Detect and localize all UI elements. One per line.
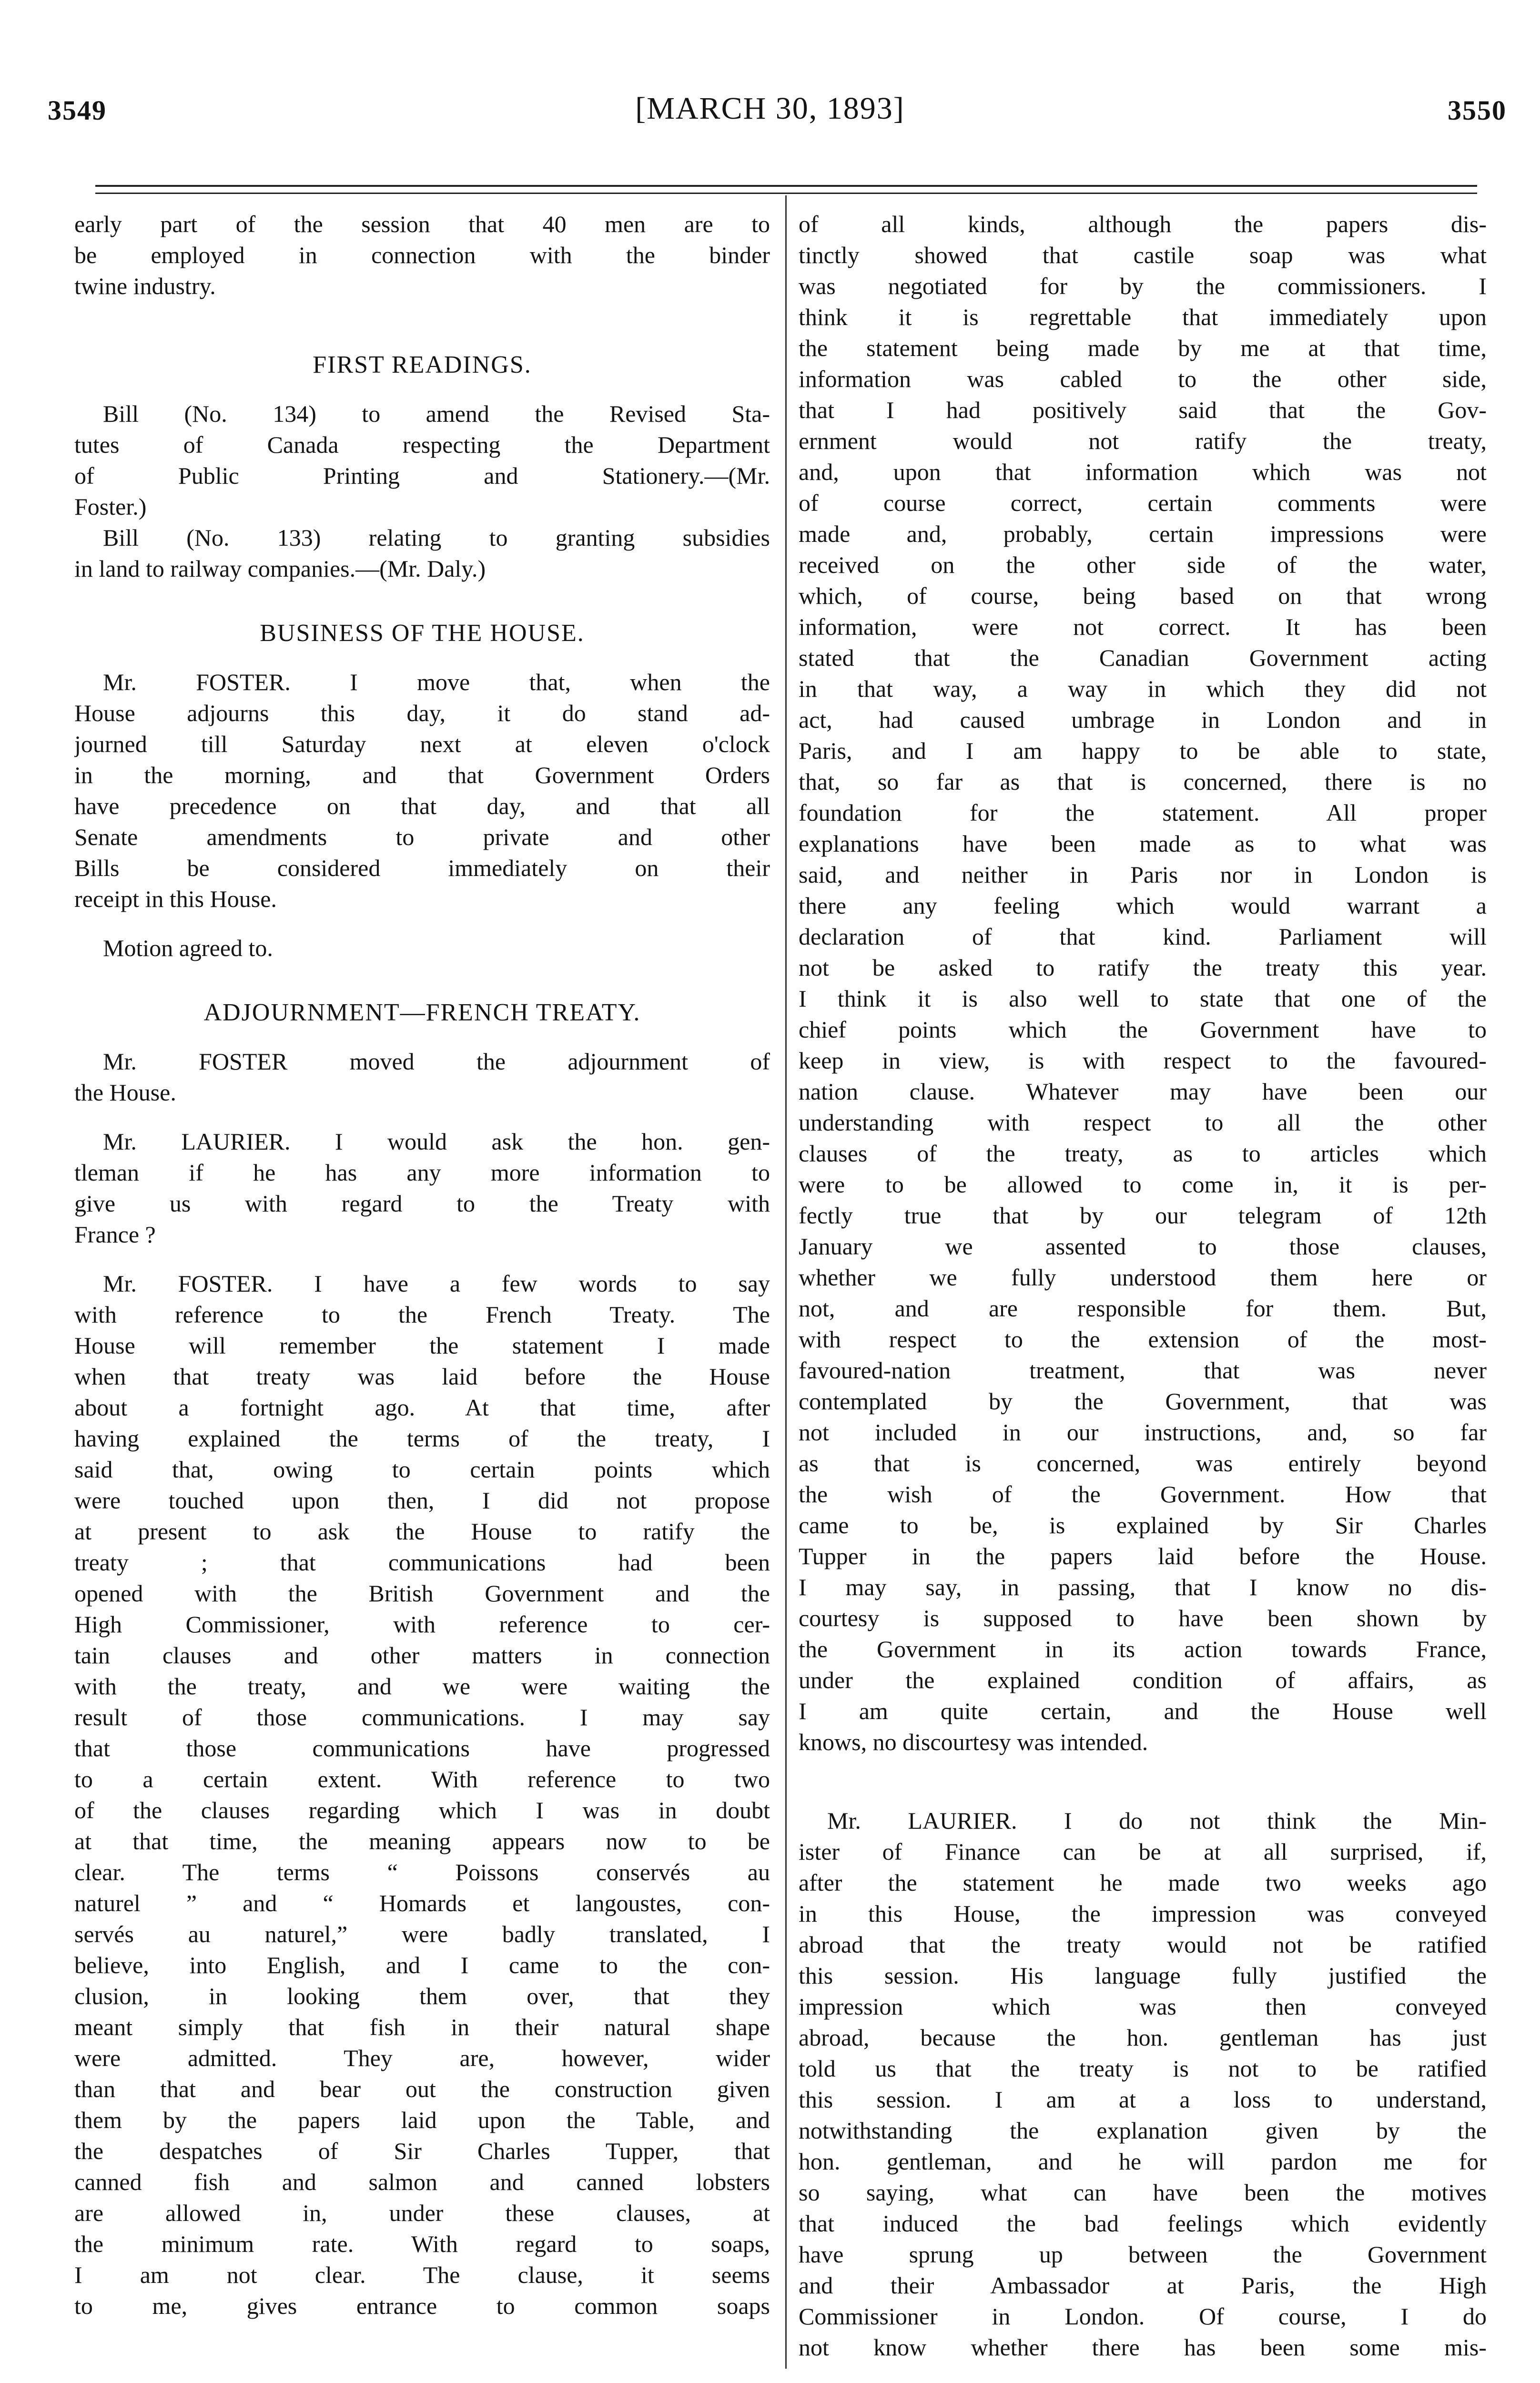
text-line: receipt in this House.	[74, 886, 277, 912]
text-line: not be asked to ratify the treaty this year.	[799, 954, 1487, 981]
text-line: contemplated by the Government, that was	[799, 1388, 1487, 1415]
spacer	[74, 380, 770, 398]
text-line: have sprung up between the Government	[799, 2241, 1487, 2268]
text-line: this session. I am at a loss to understand,	[799, 2086, 1487, 2113]
text-line: be employed in connection with the binder	[74, 242, 770, 268]
text-line: not know whether there has been some mis-	[799, 2334, 1487, 2361]
text-line: said, and neither in Paris nor in London is	[799, 861, 1487, 888]
text-line: explanations have been made as to what was	[799, 830, 1487, 857]
text-line: made and, probably, certain impressions were	[799, 520, 1487, 547]
text-line: to me, gives entrance to common soaps	[74, 2292, 770, 2319]
spacer	[74, 1108, 770, 1126]
text-line: give us with regard to the Treaty with	[74, 1190, 770, 1217]
text-line: was negotiated for by the commissioners. I	[799, 273, 1487, 299]
text-line: not included in our instructions, and, so far	[799, 1419, 1487, 1446]
right-column	[799, 209, 1487, 2382]
text-line: that, so far as that is concerned, there is no	[799, 768, 1487, 795]
section-heading: ADJOURNMENT—FRENCH TREATY.	[203, 999, 641, 1026]
text-line: at present to ask the House to ratify the	[74, 1518, 770, 1545]
text-line: opened with the British Government and the	[74, 1580, 770, 1607]
text-line: Mr. LAURIER. I do not think the Min-	[827, 1807, 1487, 1834]
text-line: information was cabled to the other side,	[799, 366, 1487, 392]
text-line: not, and are responsible for them. But,	[799, 1295, 1487, 1322]
text-line: Motion agreed to.	[103, 935, 273, 961]
text-line: the minimum rate. With regard to soaps,	[74, 2230, 770, 2257]
text-line: January we assented to those clauses,	[799, 1233, 1487, 1260]
text-line: servés au naturel,” were badly translated, I	[74, 1921, 770, 1947]
text-line: that I had positively said that the Gov-	[799, 397, 1487, 423]
text-line: the Government in its action towards France,	[799, 1636, 1487, 1662]
section-heading: BUSINESS OF THE HOUSE.	[260, 620, 585, 647]
text-line: Paris, and I am happy to be able to state,	[799, 737, 1487, 764]
text-line: with reference to the French Treaty. The	[74, 1301, 770, 1328]
text-line: the despatches of Sir Charles Tupper, that	[74, 2138, 770, 2164]
text-line: knows, no discourtesy was intended.	[799, 1729, 1148, 1755]
text-line: at that time, the meaning appears now to be	[74, 1828, 770, 1854]
text-line: Bills be considered immediately on their	[74, 855, 770, 881]
spacer	[74, 915, 770, 933]
spacer	[74, 649, 770, 667]
text-line: hon. gentleman, and he will pardon me for	[799, 2148, 1487, 2175]
text-line: of all kinds, although the papers dis-	[799, 211, 1487, 237]
text-line: chief points which the Government have to	[799, 1016, 1487, 1043]
text-line: so saying, what can have been the motives	[799, 2179, 1487, 2206]
text-line: stated that the Canadian Government acting	[799, 644, 1487, 671]
text-line: naturel ” and “ Homards et langoustes, con-	[74, 1890, 770, 1916]
text-line: clear. The terms “ Poissons conservés au	[74, 1859, 770, 1885]
page-date-header: [MARCH 30, 1893]	[635, 91, 905, 126]
spacer	[74, 584, 770, 618]
text-line: abroad, because the hon. gentleman has just	[799, 2024, 1487, 2051]
text-line: believe, into English, and I came to the con-	[74, 1952, 770, 1978]
spacer	[74, 1250, 770, 1268]
text-line: the statement being made by me at that time,	[799, 335, 1487, 361]
text-line: that those communications have progressed	[74, 1735, 770, 1762]
text-line: with respect to the extension of the most-	[799, 1326, 1487, 1353]
text-line: House adjourns this day, it do stand ad-	[74, 700, 770, 726]
spacer	[74, 1028, 770, 1046]
text-line: when that treaty was laid before the House	[74, 1363, 770, 1390]
text-line: in that way, a way in which they did not	[799, 675, 1487, 702]
spacer	[74, 302, 770, 349]
text-line: were admitted. They are, however, wider	[74, 2045, 770, 2071]
text-line: Bill (No. 133) relating to granting subsidies	[103, 524, 770, 551]
text-line: result of those communications. I may say	[74, 1704, 770, 1731]
text-line: in the morning, and that Government Orders	[74, 762, 770, 788]
text-line: this session. His language fully justified the	[799, 1962, 1487, 1989]
text-line: told us that the treaty is not to be ratified	[799, 2055, 1487, 2082]
text-line: to a certain extent. With reference to two	[74, 1766, 770, 1792]
text-line: Tupper in the papers laid before the House.	[799, 1543, 1487, 1569]
text-line: fectly true that by our telegram of 12th	[799, 1202, 1487, 1229]
text-line: France ?	[74, 1221, 156, 1248]
text-line: information, were not correct. It has been	[799, 613, 1487, 640]
text-line: I am not clear. The clause, it seems	[74, 2261, 770, 2288]
text-line: have precedence on that day, and that all	[74, 793, 770, 819]
text-line: favoured-nation treatment, that was never	[799, 1357, 1487, 1384]
text-line: abroad that the treaty would not be ratified	[799, 1931, 1487, 1958]
text-line: in this House, the impression was conveyed	[799, 1900, 1487, 1927]
text-line: the wish of the Government. How that	[799, 1481, 1487, 1507]
text-line: meant simply that fish in their natural shape	[74, 2014, 770, 2040]
text-line: Senate amendments to private and other	[74, 824, 770, 850]
text-line: with the treaty, and we were waiting the	[74, 1673, 770, 1700]
page-header	[0, 0, 1540, 143]
text-line: said that, owing to certain points which	[74, 1456, 770, 1483]
text-line: Mr. FOSTER. I move that, when the	[103, 669, 770, 695]
text-line: Mr. FOSTER moved the adjournment of	[103, 1048, 770, 1075]
text-line: having explained the terms of the treaty, I	[74, 1425, 770, 1452]
text-line: and, upon that information which was not	[799, 458, 1487, 485]
text-line: Foster.)	[74, 493, 147, 520]
spacer	[799, 1758, 1487, 1805]
text-line: there any feeling which would warrant a	[799, 892, 1487, 919]
text-line: in land to railway companies.—(Mr. Daly.)	[74, 555, 486, 582]
text-line: whether we fully understood them here or	[799, 1264, 1487, 1291]
text-line: act, had caused umbrage in London and in	[799, 706, 1487, 733]
text-line: I may say, in passing, that I know no dis-	[799, 1574, 1487, 1600]
header-rule	[95, 185, 1477, 187]
left-column	[74, 209, 770, 2382]
column-divider	[785, 195, 787, 2369]
text-line: I am quite certain, and the House well	[799, 1698, 1487, 1724]
text-line: declaration of that kind. Parliament will	[799, 923, 1487, 950]
text-line: as that is concerned, was entirely beyond	[799, 1450, 1487, 1477]
text-line: were to be allowed to come in, it is per-	[799, 1171, 1487, 1198]
text-line: tain clauses and other matters in connection	[74, 1642, 770, 1669]
text-line: under the explained condition of affairs, as	[799, 1667, 1487, 1693]
text-line: Mr. FOSTER. I have a few words to say	[103, 1270, 770, 1297]
text-line: keep in view, is with respect to the favoured-	[799, 1047, 1487, 1074]
text-line: Bill (No. 134) to amend the Revised Sta-	[103, 400, 770, 427]
text-line: received on the other side of the water,	[799, 551, 1487, 578]
text-line: House will remember the statement I made	[74, 1332, 770, 1359]
spacer	[74, 964, 770, 997]
text-line: about a fortnight ago. At that time, after	[74, 1394, 770, 1421]
left-page-number: 3549	[48, 95, 107, 126]
text-line: them by the papers laid upon the Table, and	[74, 2107, 770, 2133]
text-line: that induced the bad feelings which evidently	[799, 2210, 1487, 2237]
text-line: treaty ; that communications had been	[74, 1549, 770, 1576]
text-line: of Public Printing and Stationery.—(Mr.	[74, 462, 770, 489]
text-line: Commissioner in London. Of course, I do	[799, 2303, 1487, 2330]
text-line: nation clause. Whatever may have been our	[799, 1078, 1487, 1105]
text-line: foundation for the statement. All proper	[799, 799, 1487, 826]
text-line: tutes of Canada respecting the Department	[74, 431, 770, 458]
text-line: are allowed in, under these clauses, at	[74, 2200, 770, 2226]
text-line: notwithstanding the explanation given by the	[799, 2117, 1487, 2144]
text-line: came to be, is explained by Sir Charles	[799, 1512, 1487, 1538]
text-line: and their Ambassador at Paris, the High	[799, 2272, 1487, 2299]
text-line: clusion, in looking them over, that they	[74, 1983, 770, 2009]
text-line: the House.	[74, 1079, 176, 1106]
text-line: of course correct, certain comments were	[799, 489, 1487, 516]
header-rule-double	[95, 193, 1477, 194]
text-line: which, of course, being based on that wrong	[799, 582, 1487, 609]
text-line: were touched upon then, I did not propose	[74, 1487, 770, 1514]
text-line: of the clauses regarding which I was in doubt	[74, 1797, 770, 1823]
text-line: understanding with respect to all the other	[799, 1109, 1487, 1136]
right-page-number: 3550	[1448, 95, 1507, 126]
text-line: Mr. LAURIER. I would ask the hon. gen-	[103, 1128, 770, 1155]
text-line: think it is regrettable that immediately upon	[799, 304, 1487, 330]
section-heading: FIRST READINGS.	[313, 351, 532, 378]
text-line: journed till Saturday next at eleven o'clock	[74, 731, 770, 757]
text-line: High Commissioner, with reference to cer-	[74, 1611, 770, 1638]
text-line: clauses of the treaty, as to articles which	[799, 1140, 1487, 1167]
text-line: courtesy is supposed to have been shown by	[799, 1605, 1487, 1631]
text-line: twine industry.	[74, 273, 216, 299]
text-line: canned fish and salmon and canned lobsters	[74, 2169, 770, 2195]
text-line: after the statement he made two weeks ago	[799, 1869, 1487, 1896]
text-line: than that and bear out the construction given	[74, 2076, 770, 2102]
text-line: I think it is also well to state that one of the	[799, 985, 1487, 1012]
text-line: impression which was then conveyed	[799, 1993, 1487, 2020]
text-line: tinctly showed that castile soap was what	[799, 242, 1487, 268]
text-line: early part of the session that 40 men are to	[74, 211, 770, 237]
text-line: tleman if he has any more information to	[74, 1159, 770, 1186]
text-line: ernment would not ratify the treaty,	[799, 428, 1487, 454]
text-line: ister of Finance can be at all surprised, if,	[799, 1838, 1487, 1865]
